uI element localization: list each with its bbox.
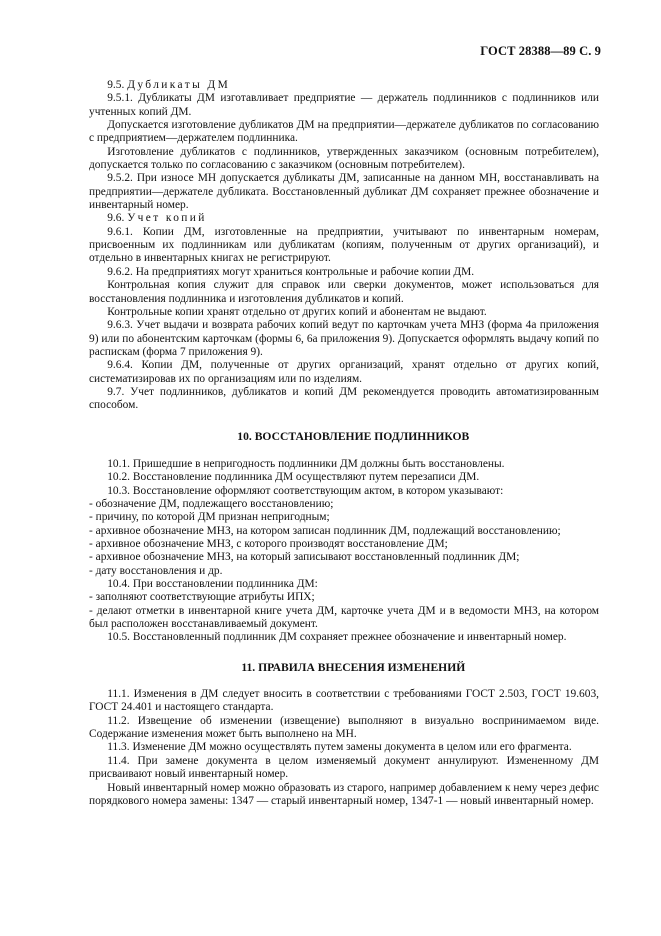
paragraph: Новый инвентарный номер можно образовать из старого, например добавлением к нему через дефис порядкового номера замены: 1347 — старый инвентарный номер, 1347-1 — новый инвентарный номер.	[89, 781, 599, 807]
paragraph: 10.5. Восстановленный подлинник ДМ сохраняет прежнее обозначение и инвентарный номер.	[107, 631, 567, 644]
subsection-title: Учет копий	[127, 212, 207, 225]
page-header: ГОСТ 28388—89 С. 9	[480, 44, 601, 58]
paragraph: Контрольная копия служит для справок или сверки документов, может использоваться для восстановления подлинника и изготовления дубликатов и копий.	[89, 279, 599, 305]
paragraph: Допускается изготовление дубликатов ДМ на предприятии—держателе дубликатов по согласованию с предприятием—держателем подлинника.	[89, 119, 599, 145]
paragraph: 10.4. При восстановлении подлинника ДМ:	[107, 578, 318, 591]
paragraph: 9.6.3. Учет выдачи и возврата рабочих копий ведут по карточкам учета МНЗ (форма 4а приложения 9) или по абонентским карточкам (формы 6, 6а приложения 9). Допускается оформлять выдачу копий по распискам (форма 7 приложения 9).	[89, 319, 599, 358]
subsection-number: 9.6.	[107, 212, 125, 225]
paragraph: Изготовление дубликатов с подлинников, утвержденных заказчиком (основным потребителем), допускается только по согласованию с заказчиком (основным потребителем).	[89, 145, 599, 172]
section-title-11: 11. ПРАВИЛА ВНЕСЕНИЯ ИЗМЕНЕНИЙ	[241, 660, 466, 674]
paragraph: Контрольные копии хранят отдельно от других копий и абонентам не выдают.	[107, 305, 487, 318]
list-item: - причину, по которой ДМ признан непригодным;	[89, 511, 330, 524]
list-item: - архивное обозначение МНЗ, на который записывают восстановленный подлинник ДМ;	[89, 551, 520, 564]
paragraph: 9.6.2. На предприятиях могут храниться контрольные и рабочие копии ДМ.	[107, 265, 475, 278]
subsection-number: 9.5.	[107, 79, 125, 91]
list-item: - обозначение ДМ, подлежащего восстановлению;	[89, 497, 334, 510]
paragraph: 11.3. Изменение ДМ можно осуществлять путем замены документа в целом или его фрагмента.	[107, 741, 572, 754]
list-item: - архивное обозначение МНЗ, на котором записан подлинник ДМ, подлежащий восстановлению;	[89, 524, 561, 537]
paragraph: 10.2. Восстановление подлинника ДМ осуществляют путем перезаписи ДМ.	[107, 471, 480, 484]
list-item: - делают отметки в инвентарной книге учета ДМ, карточке учета ДМ и в ведомости МНЗ, на котором был расположен восстанавливаемый документ.	[89, 604, 599, 631]
subsection-heading-9-6	[89, 212, 599, 225]
paragraph: 11.1. Изменения в ДМ следует вносить в соответствии с требованиями ГОСТ 2.503, ГОСТ 19.603, ГОСТ 24.401 и настоящего стандарта.	[89, 688, 599, 714]
subsection-heading-9-5	[89, 79, 599, 92]
list-item: - архивное обозначение МНЗ, с которого производят восстановление ДМ;	[89, 538, 448, 550]
paragraph: 10.3. Восстановление оформляют соответствующим актом, в котором указывают:	[107, 484, 504, 497]
paragraph: 9.6.4. Копии ДМ, полученные от других организаций, хранят отдельно от других копий, систематизировав их по организациям или по изделиям.	[89, 359, 599, 385]
list-item: - дату восстановления и др.	[89, 564, 223, 577]
paragraph: 10.1. Пришедшие в непригодность подлинники ДМ должны быть восстановлены.	[107, 457, 505, 470]
paragraph: 9.5.2. При износе МН допускается дубликаты ДМ, записанные на данном МН, восстанавливать на предприятии—держателе дубликата. Восстановленный дубликат ДМ сохраняет прежнее обозначение и инвентарный номер.	[89, 172, 599, 212]
list-item: - заполняют соответствующие атрибуты ИПХ;	[89, 591, 315, 604]
paragraph: 9.5.1. Дубликаты ДМ изготавливает предприятие — держатель подлинников с подлинников или учтенных копий ДМ.	[89, 92, 599, 118]
document-body	[89, 79, 599, 808]
subsection-title: Дубликаты ДМ	[127, 79, 231, 91]
section-title-10: 10. ВОССТАНОВЛЕНИЕ ПОДЛИННИКОВ	[237, 429, 470, 443]
paragraph: 11.2. Извещение об изменении (извещение) выполняют в визуально воспринимаемом виде. Содержание изменения может быть выполнено на МН.	[89, 714, 599, 741]
paragraph: 9.7. Учет подлинников, дубликатов и копий ДМ рекомендуется проводить автоматизированным способом.	[89, 385, 599, 412]
paragraph: 9.6.1. Копии ДМ, изготовленные на предприятии, учитывают по инвентарным номерам, присвоенным их подлинникам или дубликатам (копиям, полученным от других организаций), и отдельно в инвентарных книгах не регистрируют.	[89, 225, 599, 265]
paragraph: 11.4. При замене документа в целом изменяемый документ аннулируют. Измененному ДМ присваивают новый инвентарный номер.	[89, 754, 599, 781]
